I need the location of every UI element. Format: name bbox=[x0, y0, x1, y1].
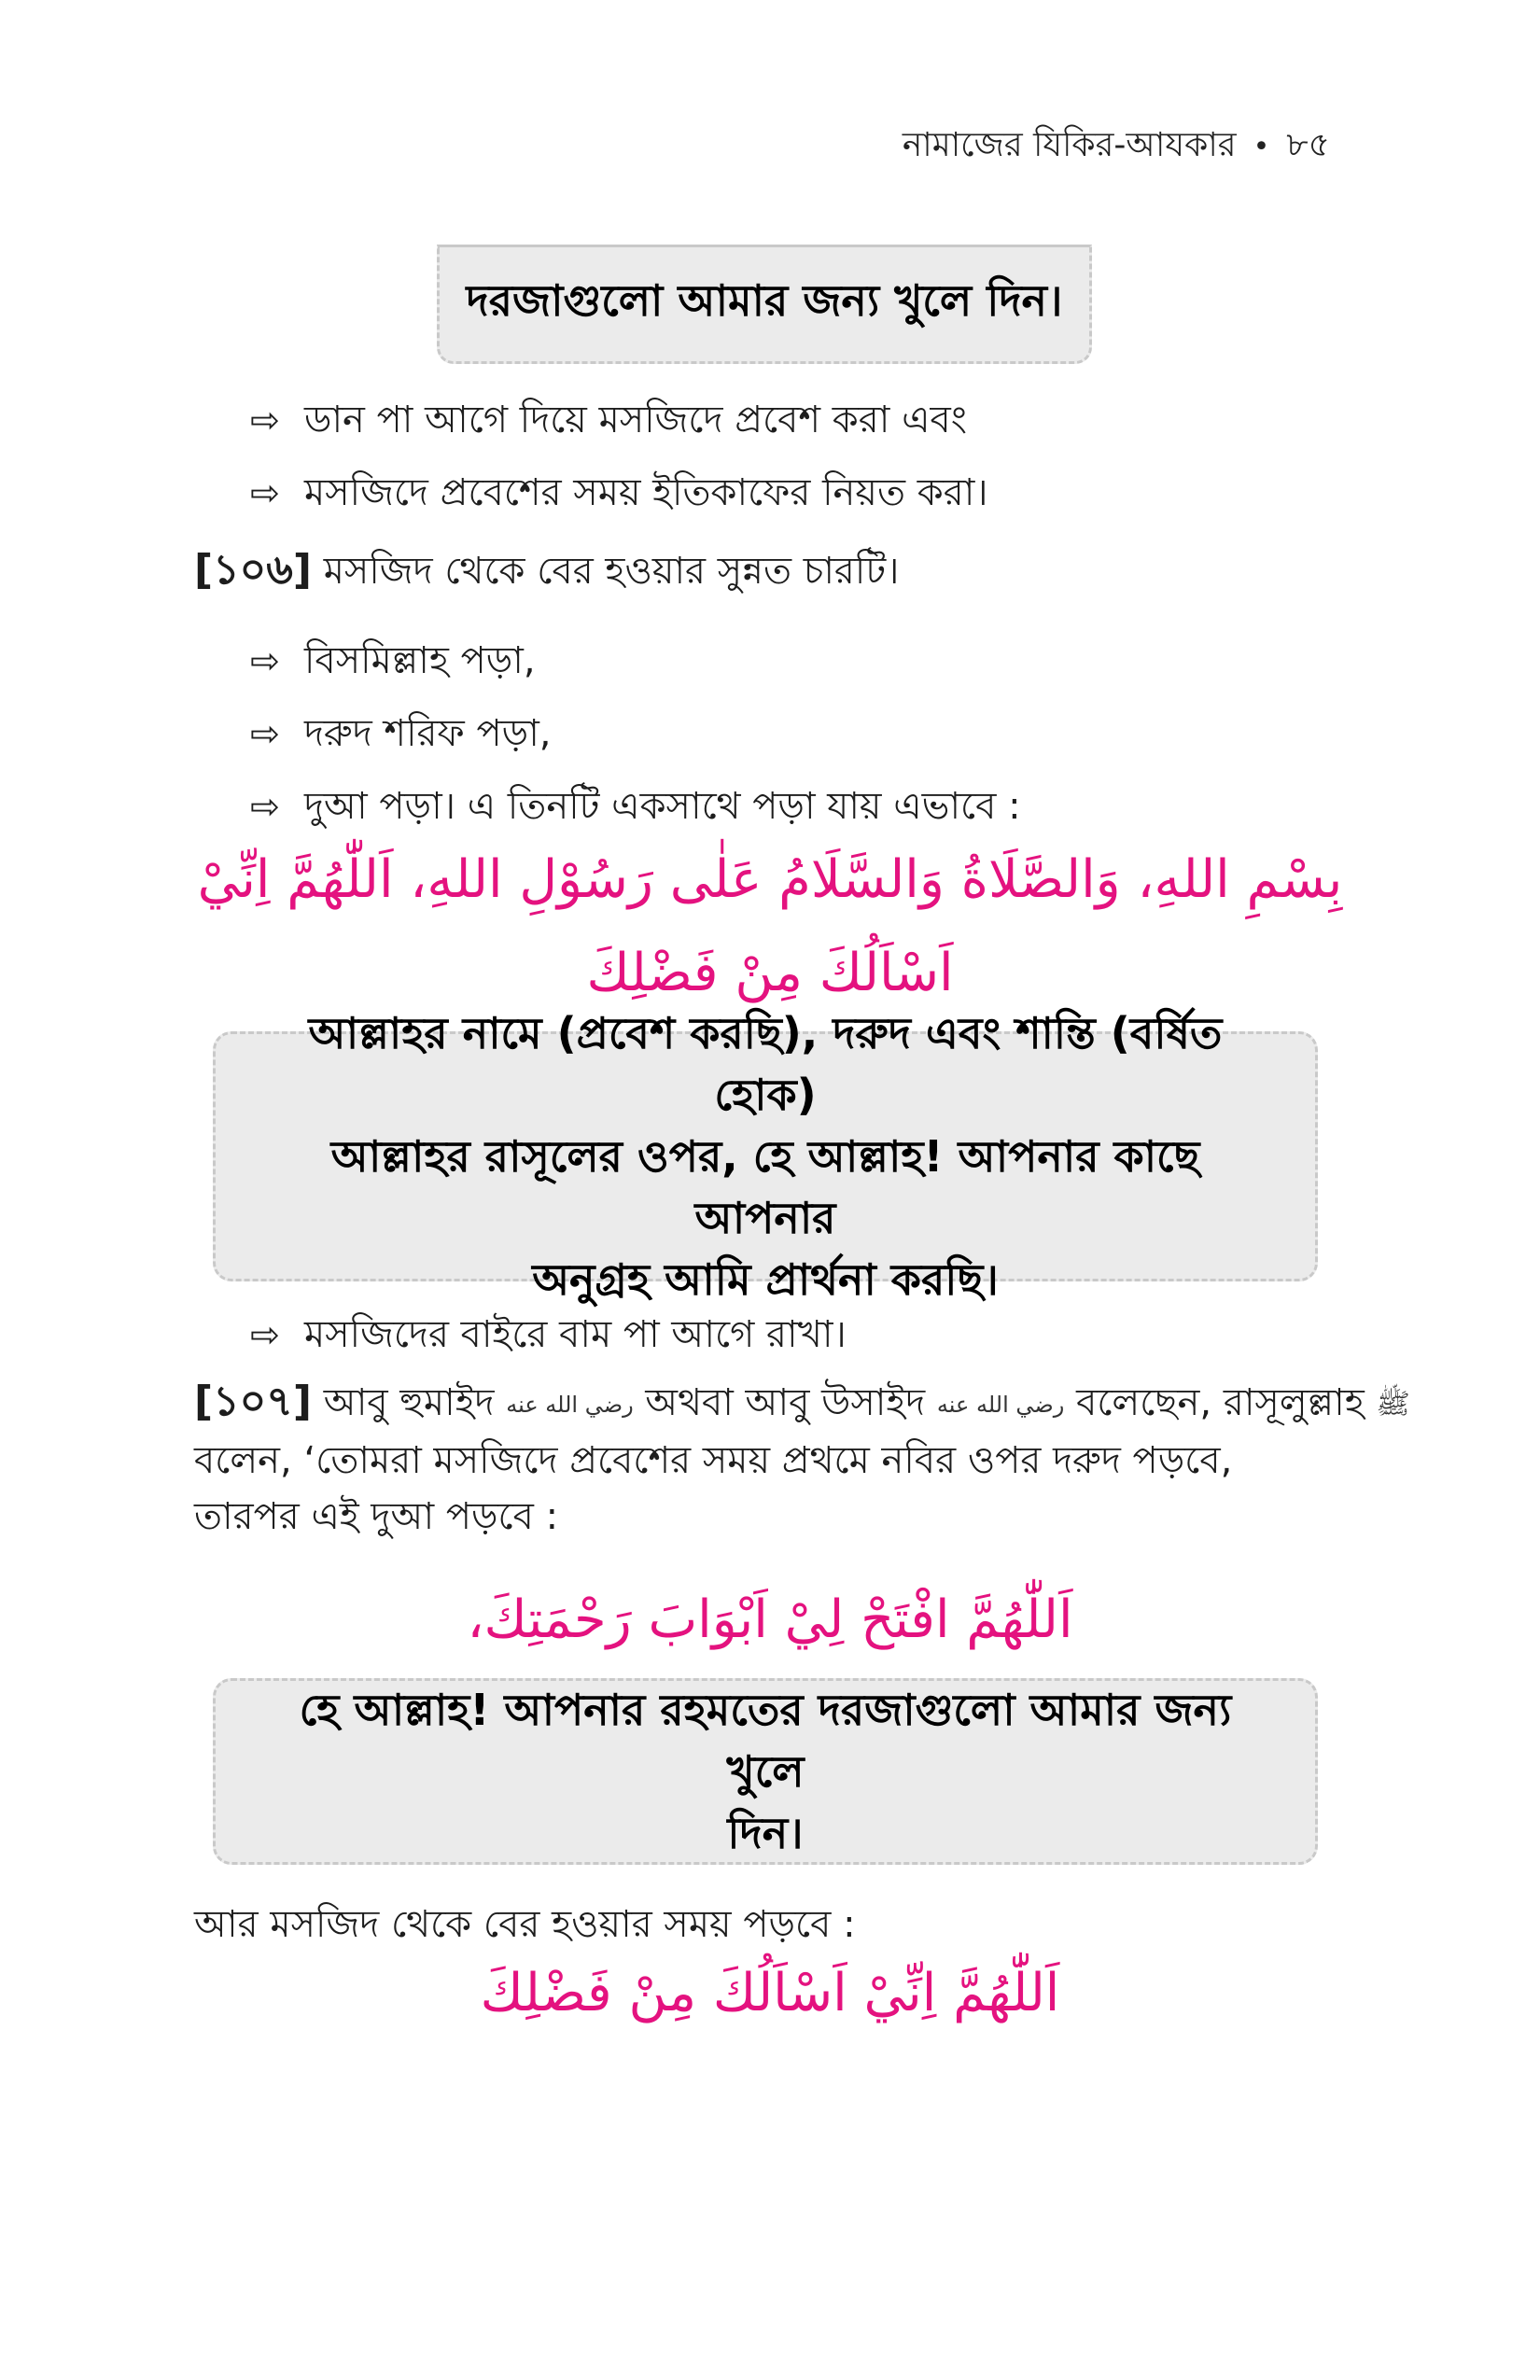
translation-box-1 bbox=[437, 245, 1092, 364]
honorific-icon: رضي الله عنه bbox=[506, 1392, 634, 1418]
arrow-bullet-icon: ⇨ bbox=[250, 472, 280, 513]
list-item-text: বিসমিল্লাহ পড়া, bbox=[304, 639, 536, 682]
list-item bbox=[250, 390, 967, 453]
salawat-icon: ﷺ bbox=[1376, 1388, 1410, 1421]
arabic-dua-1-line-2: اَسْاَلُكَ مِنْ فَضْلِكَ bbox=[586, 943, 954, 1003]
translation-box-2 bbox=[213, 1008, 1318, 1305]
arabic-dua-2: اَللّٰهُمَّ افْتَحْ لِيْ اَبْوَابَ رَحْمَتِكَ، bbox=[467, 1589, 1073, 1650]
list-item bbox=[250, 777, 1021, 839]
translation-box-2-line-1: আল্লাহর নামে (প্রবেশ করছি), দরুদ এবং শান্তি (বর্ষিত হোক) bbox=[308, 1008, 1223, 1120]
list-item bbox=[250, 704, 552, 766]
item-number: [১০৭] bbox=[194, 1378, 312, 1425]
list-item-text: মসজিদের বাইরে বাম পা আগে রাখা। bbox=[304, 1313, 847, 1356]
page-number: ৮৫ bbox=[1286, 126, 1330, 164]
translation-box-2-line-2: আল্লাহর রাসূলের ওপর, হে আল্লাহ! আপনার কাছে আপনার bbox=[330, 1131, 1200, 1243]
translation-box-2-line-3: অনুগ্রহ আমি প্রার্থনা করছি। bbox=[532, 1254, 999, 1305]
item-106 bbox=[194, 539, 899, 607]
header-separator: • bbox=[1253, 131, 1270, 163]
exit-dua-intro: আর মসজিদ থেকে বের হওয়ার সময় পড়বে : bbox=[194, 1903, 856, 1946]
item-text: বলেছেন, রাসূলুল্লাহ bbox=[1076, 1381, 1365, 1424]
item-107-line-3: তারপর এই দুআ পড়বে : bbox=[194, 1495, 559, 1538]
item-number: [১০৬] bbox=[194, 546, 312, 594]
item-107-line-1 bbox=[194, 1374, 1410, 1433]
translation-box-3 bbox=[213, 1678, 1318, 1865]
item-107 bbox=[194, 1374, 1410, 1545]
list-item-text: দরুদ শরিফ পড়া, bbox=[304, 712, 552, 755]
running-header bbox=[903, 119, 1330, 175]
list-item bbox=[250, 463, 988, 525]
item-text: মসজিদ থেকে বের হওয়ার সুন্নত চারটি। bbox=[323, 550, 900, 593]
item-107-line-2: বলেন, ‘তোমরা মসজিদে প্রবেশের সময় প্রথমে নবির ওপর দরুদ পড়বে, bbox=[194, 1439, 1233, 1482]
list-item-text: মসজিদে প্রবেশের সময় ইতিকাফের নিয়ত করা। bbox=[304, 471, 988, 514]
list-item-text: দুআ পড়া। এ তিনটি একসাথে পড়া যায় এভাবে : bbox=[304, 785, 1021, 828]
arabic-dua-1-line-1: بِسْمِ اللهِ، وَالصَّلَاةُ وَالسَّلَامُ عَلٰى رَسُوْلِ اللهِ، اَللّٰهُمَّ اِنِّيْ bbox=[197, 849, 1343, 910]
list-item bbox=[250, 1305, 847, 1367]
list-item bbox=[250, 631, 536, 693]
arrow-bullet-icon: ⇨ bbox=[250, 713, 280, 754]
arrow-bullet-icon: ⇨ bbox=[250, 399, 280, 441]
translation-box-3-line-1: হে আল্লাহ! আপনার রহমতের দরজাগুলো আমার জন্য খুলে bbox=[299, 1685, 1232, 1797]
honorific-icon: رضي الله عنه bbox=[936, 1392, 1065, 1418]
item-text: অথবা আবু উসাইদ bbox=[645, 1381, 926, 1424]
header-title: নামাজের যিকির-আযকার bbox=[902, 126, 1237, 164]
arrow-bullet-icon: ⇨ bbox=[250, 786, 280, 827]
item-text: আবু হুমাইদ bbox=[323, 1381, 495, 1424]
translation-box-3-line-2: দিন। bbox=[727, 1808, 804, 1858]
translation-box-1-text: দরজাগুলো আমার জন্য খুলে দিন। bbox=[466, 275, 1063, 326]
arrow-bullet-icon: ⇨ bbox=[250, 640, 280, 681]
arrow-bullet-icon: ⇨ bbox=[250, 1314, 280, 1355]
arabic-dua-3: اَللّٰهُمَّ اِنِّيْ اَسْاَلُكَ مِنْ فَضْلِكَ bbox=[480, 1963, 1060, 2023]
list-item-text: ডান পা আগে দিয়ে মসজিদে প্রবেশ করা এবং bbox=[304, 399, 968, 441]
